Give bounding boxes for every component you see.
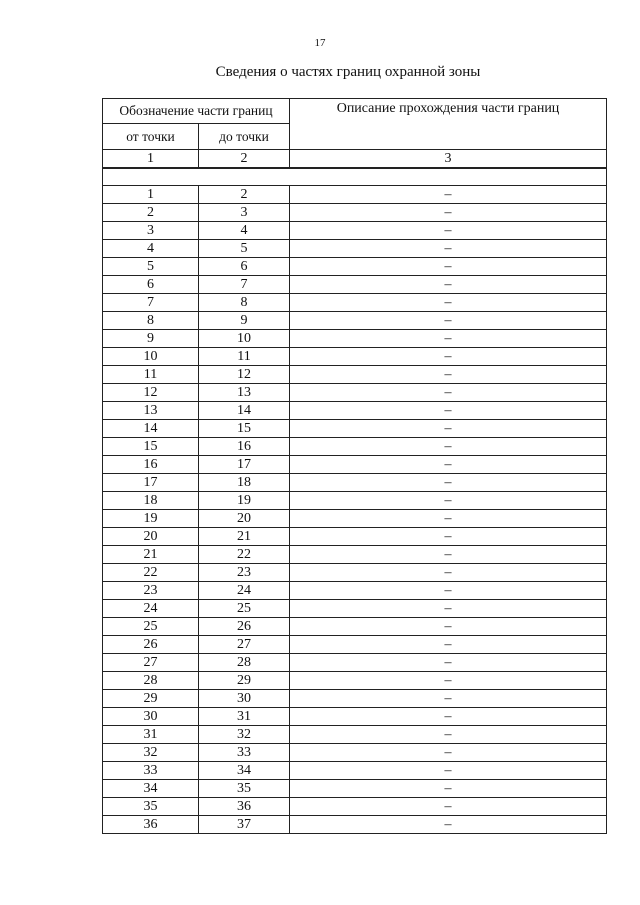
cell-from-point: 26 bbox=[103, 636, 199, 654]
cell-to-point: 11 bbox=[199, 348, 290, 366]
table-row bbox=[103, 330, 607, 348]
table-row bbox=[103, 384, 607, 402]
column-number: 2 bbox=[199, 150, 290, 169]
cell-to-point: 26 bbox=[199, 618, 290, 636]
cell-description: – bbox=[290, 474, 607, 492]
cell-from-point: 5 bbox=[103, 258, 199, 276]
table-row bbox=[103, 546, 607, 564]
cell-to-point: 20 bbox=[199, 510, 290, 528]
cell-to-point: 34 bbox=[199, 762, 290, 780]
cell-from-point: 13 bbox=[103, 402, 199, 420]
column-number: 1 bbox=[103, 150, 199, 169]
table-row bbox=[103, 654, 607, 672]
cell-from-point: 30 bbox=[103, 708, 199, 726]
column-number-row bbox=[103, 150, 607, 169]
cell-description: – bbox=[290, 672, 607, 690]
cell-description: – bbox=[290, 240, 607, 258]
table-row bbox=[103, 708, 607, 726]
cell-to-point: 19 bbox=[199, 492, 290, 510]
cell-from-point: 25 bbox=[103, 618, 199, 636]
cell-description: – bbox=[290, 780, 607, 798]
cell-from-point: 17 bbox=[103, 474, 199, 492]
cell-description: – bbox=[290, 330, 607, 348]
cell-from-point: 35 bbox=[103, 798, 199, 816]
table-row bbox=[103, 672, 607, 690]
table-row bbox=[103, 312, 607, 330]
cell-from-point: 7 bbox=[103, 294, 199, 312]
table-row bbox=[103, 600, 607, 618]
cell-to-point: 3 bbox=[199, 204, 290, 222]
cell-description: – bbox=[290, 204, 607, 222]
cell-description: – bbox=[290, 528, 607, 546]
cell-to-point: 36 bbox=[199, 798, 290, 816]
cell-from-point: 4 bbox=[103, 240, 199, 258]
empty-section-row bbox=[103, 168, 607, 186]
table-row bbox=[103, 348, 607, 366]
empty-section-cell bbox=[103, 168, 607, 186]
cell-description: – bbox=[290, 420, 607, 438]
cell-to-point: 9 bbox=[199, 312, 290, 330]
cell-to-point: 17 bbox=[199, 456, 290, 474]
table-row bbox=[103, 456, 607, 474]
cell-from-point: 11 bbox=[103, 366, 199, 384]
cell-description: – bbox=[290, 726, 607, 744]
cell-from-point: 10 bbox=[103, 348, 199, 366]
cell-description: – bbox=[290, 510, 607, 528]
cell-description: – bbox=[290, 708, 607, 726]
cell-from-point: 3 bbox=[103, 222, 199, 240]
cell-from-point: 33 bbox=[103, 762, 199, 780]
cell-to-point: 25 bbox=[199, 600, 290, 618]
cell-description: – bbox=[290, 762, 607, 780]
cell-from-point: 20 bbox=[103, 528, 199, 546]
cell-description: – bbox=[290, 546, 607, 564]
cell-description: – bbox=[290, 618, 607, 636]
cell-to-point: 35 bbox=[199, 780, 290, 798]
cell-description: – bbox=[290, 564, 607, 582]
cell-from-point: 24 bbox=[103, 600, 199, 618]
cell-from-point: 6 bbox=[103, 276, 199, 294]
header-boundary-part: Обозначение части границ bbox=[103, 99, 290, 124]
table-row bbox=[103, 690, 607, 708]
cell-to-point: 5 bbox=[199, 240, 290, 258]
cell-description: – bbox=[290, 312, 607, 330]
table-row bbox=[103, 762, 607, 780]
cell-to-point: 16 bbox=[199, 438, 290, 456]
table-row bbox=[103, 618, 607, 636]
table-row bbox=[103, 564, 607, 582]
cell-description: – bbox=[290, 276, 607, 294]
table-row bbox=[103, 294, 607, 312]
table-row bbox=[103, 636, 607, 654]
cell-description: – bbox=[290, 348, 607, 366]
table-row bbox=[103, 780, 607, 798]
cell-description: – bbox=[290, 258, 607, 276]
table-row bbox=[103, 474, 607, 492]
cell-to-point: 7 bbox=[199, 276, 290, 294]
table-body bbox=[103, 99, 607, 834]
table-row bbox=[103, 816, 607, 834]
table-row bbox=[103, 726, 607, 744]
cell-to-point: 2 bbox=[199, 186, 290, 204]
table-row bbox=[103, 420, 607, 438]
table-row bbox=[103, 798, 607, 816]
cell-description: – bbox=[290, 690, 607, 708]
cell-from-point: 2 bbox=[103, 204, 199, 222]
cell-description: – bbox=[290, 636, 607, 654]
table-row bbox=[103, 492, 607, 510]
header-from-point: от точки bbox=[103, 124, 199, 150]
cell-from-point: 19 bbox=[103, 510, 199, 528]
cell-from-point: 21 bbox=[103, 546, 199, 564]
cell-from-point: 29 bbox=[103, 690, 199, 708]
cell-from-point: 9 bbox=[103, 330, 199, 348]
cell-to-point: 13 bbox=[199, 384, 290, 402]
page-number: 17 bbox=[314, 37, 326, 49]
cell-from-point: 8 bbox=[103, 312, 199, 330]
cell-description: – bbox=[290, 186, 607, 204]
cell-to-point: 32 bbox=[199, 726, 290, 744]
cell-from-point: 15 bbox=[103, 438, 199, 456]
cell-from-point: 16 bbox=[103, 456, 199, 474]
cell-from-point: 14 bbox=[103, 420, 199, 438]
cell-to-point: 21 bbox=[199, 528, 290, 546]
cell-description: – bbox=[290, 744, 607, 762]
cell-to-point: 10 bbox=[199, 330, 290, 348]
column-number: 3 bbox=[290, 150, 607, 169]
cell-to-point: 37 bbox=[199, 816, 290, 834]
cell-description: – bbox=[290, 222, 607, 240]
cell-to-point: 12 bbox=[199, 366, 290, 384]
table-row bbox=[103, 276, 607, 294]
cell-description: – bbox=[290, 600, 607, 618]
table-row bbox=[103, 366, 607, 384]
table-row bbox=[103, 186, 607, 204]
cell-from-point: 22 bbox=[103, 564, 199, 582]
cell-description: – bbox=[290, 798, 607, 816]
cell-description: – bbox=[290, 366, 607, 384]
cell-from-point: 18 bbox=[103, 492, 199, 510]
cell-to-point: 6 bbox=[199, 258, 290, 276]
table-row bbox=[103, 510, 607, 528]
cell-description: – bbox=[290, 492, 607, 510]
table-row bbox=[103, 204, 607, 222]
table-row bbox=[103, 582, 607, 600]
table-row bbox=[103, 528, 607, 546]
cell-description: – bbox=[290, 816, 607, 834]
cell-description: – bbox=[290, 438, 607, 456]
table-row bbox=[103, 402, 607, 420]
cell-to-point: 18 bbox=[199, 474, 290, 492]
cell-description: – bbox=[290, 294, 607, 312]
cell-from-point: 12 bbox=[103, 384, 199, 402]
cell-description: – bbox=[290, 582, 607, 600]
header-to-point: до точки bbox=[199, 124, 290, 150]
table-row bbox=[103, 744, 607, 762]
cell-description: – bbox=[290, 402, 607, 420]
cell-to-point: 24 bbox=[199, 582, 290, 600]
cell-description: – bbox=[290, 654, 607, 672]
table-row bbox=[103, 240, 607, 258]
cell-to-point: 29 bbox=[199, 672, 290, 690]
cell-description: – bbox=[290, 456, 607, 474]
table-row bbox=[103, 438, 607, 456]
page-title: Сведения о частях границ охранной зоны bbox=[215, 64, 481, 80]
cell-to-point: 15 bbox=[199, 420, 290, 438]
cell-from-point: 34 bbox=[103, 780, 199, 798]
cell-to-point: 23 bbox=[199, 564, 290, 582]
boundary-table bbox=[102, 98, 607, 834]
cell-to-point: 22 bbox=[199, 546, 290, 564]
cell-from-point: 27 bbox=[103, 654, 199, 672]
header-description: Описание прохождения части границ bbox=[290, 99, 607, 150]
cell-to-point: 31 bbox=[199, 708, 290, 726]
cell-from-point: 23 bbox=[103, 582, 199, 600]
cell-to-point: 14 bbox=[199, 402, 290, 420]
cell-from-point: 28 bbox=[103, 672, 199, 690]
cell-description: – bbox=[290, 384, 607, 402]
cell-to-point: 28 bbox=[199, 654, 290, 672]
cell-to-point: 8 bbox=[199, 294, 290, 312]
cell-from-point: 36 bbox=[103, 816, 199, 834]
cell-from-point: 1 bbox=[103, 186, 199, 204]
cell-to-point: 30 bbox=[199, 690, 290, 708]
cell-to-point: 33 bbox=[199, 744, 290, 762]
cell-to-point: 4 bbox=[199, 222, 290, 240]
table-row bbox=[103, 222, 607, 240]
cell-to-point: 27 bbox=[199, 636, 290, 654]
cell-from-point: 31 bbox=[103, 726, 199, 744]
header-row bbox=[103, 99, 607, 124]
cell-from-point: 32 bbox=[103, 744, 199, 762]
table-row bbox=[103, 258, 607, 276]
